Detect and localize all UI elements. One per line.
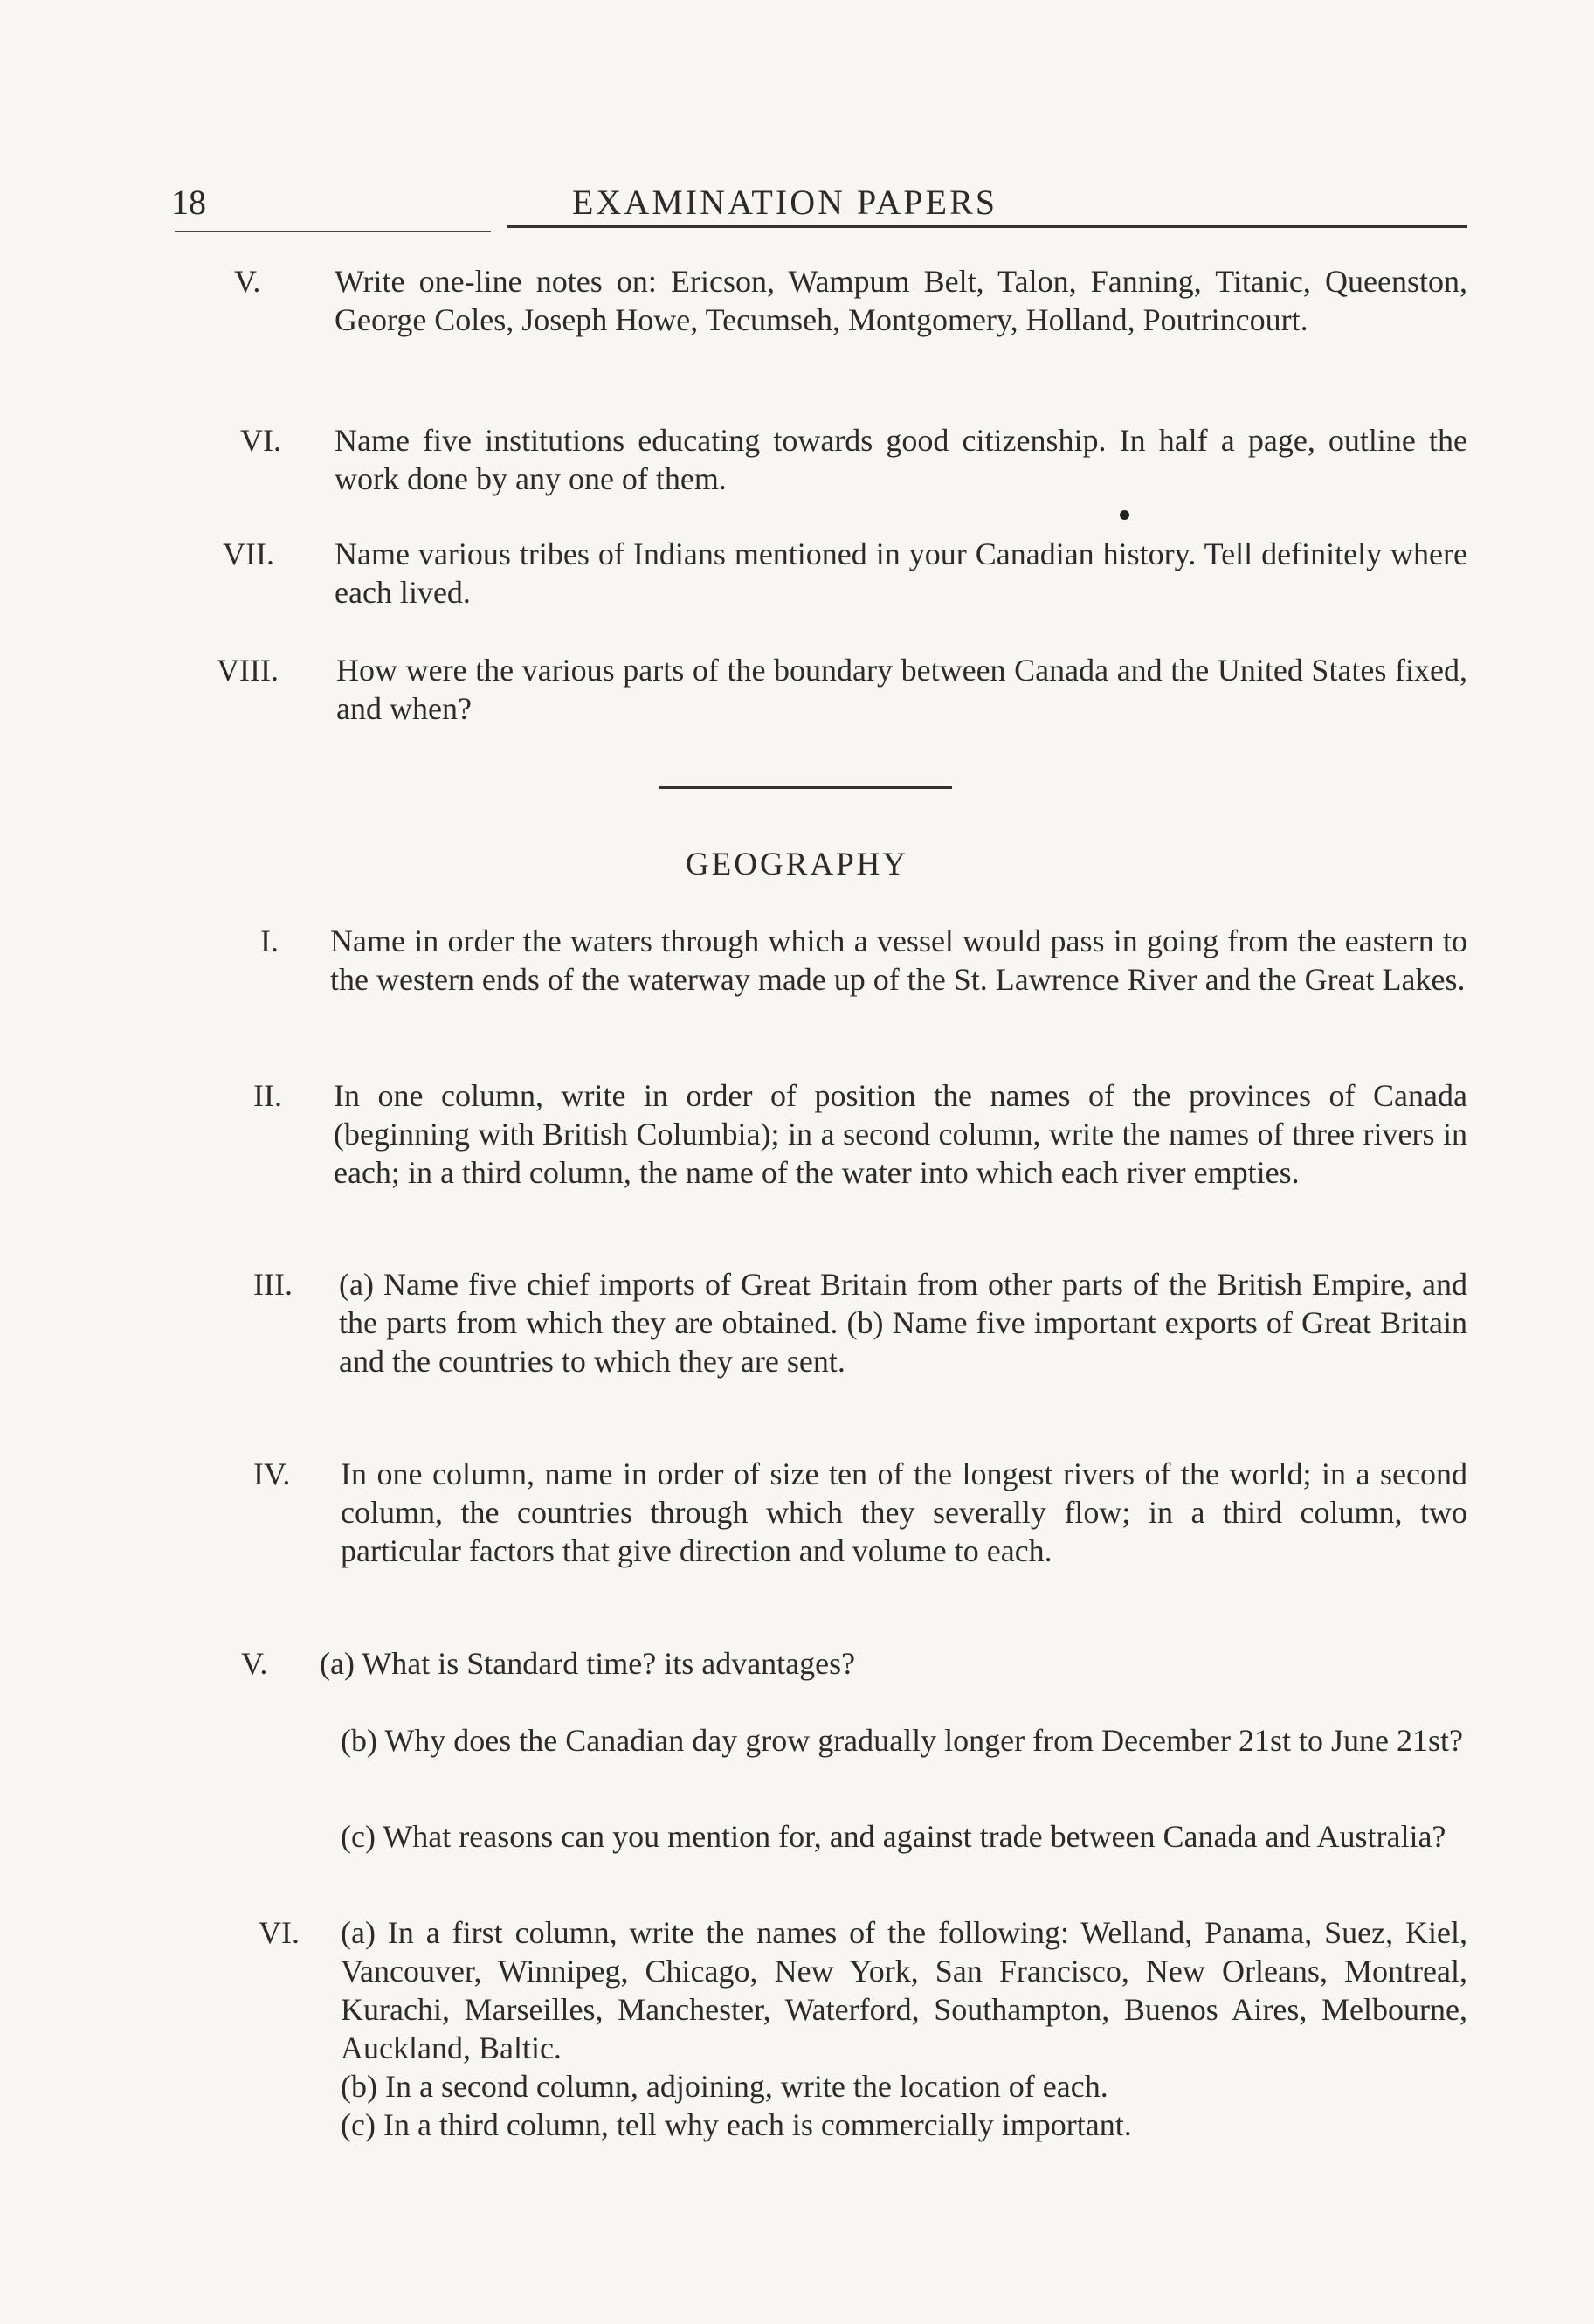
question-number: IV.: [253, 1456, 291, 1491]
page-number: 18: [171, 183, 206, 222]
section-divider: [659, 786, 952, 789]
question-number: V.: [241, 1646, 268, 1681]
question-v-part-b: (b) Why does the Canadian day grow gradually longer from December 21st to June 21st?: [341, 1723, 1463, 1758]
question-number: II.: [253, 1078, 282, 1113]
question-text: Name in order the waters through which a vessel would pass in going from the eastern to the western ends of the waterway made up of the St. Lawrence River and the Great Lakes.: [330, 923, 1467, 997]
page-header-title: EXAMINATION PAPERS: [572, 183, 998, 222]
question-vi-part-b: (b) In a second column, adjoining, write the location of each.: [341, 2069, 1108, 2104]
question-number: VI.: [240, 423, 281, 458]
question-vi-part-c: (c) In a third column, tell why each is commercially important.: [341, 2107, 1132, 2142]
question-number: VI.: [259, 1915, 300, 1950]
question-text: (a) In a first column, write the names of the following: Welland, Panama, Suez, Kiel, Vancouver, Winnipeg, Chicago, New York, San Francisco, New Orleans, Montreal, Kurachi, Marseilles, Manchester, Waterford, Southampton, Buenos Aires, Melbourne, Auckland, Baltic.: [341, 1915, 1467, 2065]
header-rule-right: [507, 225, 1467, 228]
question-text: (a) What is Standard time? its advantages?: [320, 1646, 856, 1681]
question-text: Write one-line notes on: Ericson, Wampum Belt, Talon, Fanning, Titanic, Queenston, George Coles, Joseph Howe, Tecumseh, Montgomery, Holland, Poutrincourt.: [335, 264, 1467, 337]
question-number: V.: [234, 264, 261, 299]
header-rule-left: [175, 231, 491, 232]
question-text: Name five institutions educating towards good citizenship. In half a page, outline the work done by any one of them.: [335, 423, 1467, 496]
question-text: (a) Name five chief imports of Great Britain from other parts of the British Empire, and the parts from which they are obtained. (b) Name five important exports of Great Britain and the countries to which they are sent.: [339, 1267, 1467, 1379]
question-number: III.: [253, 1267, 293, 1302]
question-text: In one column, name in order of size ten of the longest rivers of the world; in a second column, the countries through which they severally flow; in a third column, two particular factors that give direction and volume to each.: [341, 1456, 1467, 1568]
question-number: I.: [260, 923, 279, 958]
question-number: VII.: [223, 536, 274, 571]
question-number: VIII.: [217, 653, 279, 688]
question-text: In one column, write in order of position the names of the provinces of Canada (beginning with British Columbia); in a second column, write the names of three rivers in each; in a third column, the name of the water into which each river empties.: [334, 1078, 1467, 1190]
question-text: How were the various parts of the boundary between Canada and the United States fixed, and when?: [336, 653, 1467, 726]
question-v-part-c: (c) What reasons can you mention for, and against trade between Canada and Australia?: [341, 1819, 1446, 1854]
ink-dot: [1120, 510, 1129, 520]
section-title: GEOGRAPHY: [685, 847, 909, 882]
question-text: Name various tribes of Indians mentioned in your Canadian history. Tell definitely where each lived.: [335, 536, 1467, 610]
